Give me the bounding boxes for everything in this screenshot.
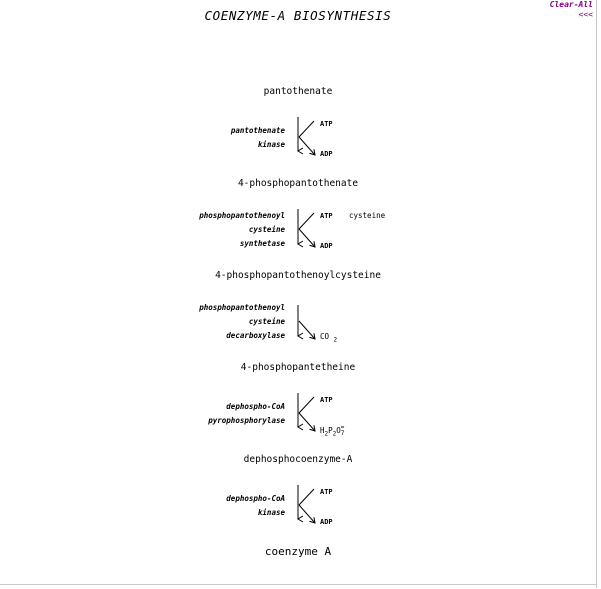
compound-4-phosphopantothenoylcysteine[interactable]: 4-phosphopantothenoylcysteine [215,270,381,281]
compound-coenzyme-a[interactable]: coenzyme A [264,545,332,558]
cofactor-out-co2: CO $_2$ [320,332,338,344]
enzyme-line: kinase [257,140,285,149]
cofactor-out: ADP [320,518,333,526]
enzyme-line: kinase [257,508,285,517]
enzyme-line: phosphopantothenoyl [199,211,285,220]
cofactor-in: ATP [320,120,333,128]
step-2-arrow [298,209,315,247]
step-4-arrow [298,393,315,431]
compound-dephosphocoenzyme-a[interactable]: dephosphocoenzyme-A [243,454,353,465]
compound-pantothenate[interactable]: pantothenate [263,86,333,97]
cofactor-in: ATP [320,212,333,220]
clear-all-link[interactable]: Clear-All [549,0,593,9]
enzyme-line: synthetase [239,239,285,248]
enzyme-line: dephospho-CoA [226,402,285,411]
cofactor-in: ATP [320,396,333,404]
page-title: COENZYME-A BIOSYNTHESIS [204,8,392,23]
enzyme-line: pantothenate [230,126,285,135]
cofactor-in: ATP [320,488,333,496]
step-3-arrow [298,305,315,339]
cofactor-out-pyrophosphate: $H_2P_2O$ = 7 [320,424,345,438]
back-link[interactable]: <<< [578,10,593,19]
cofactor-in-2: cysteine [349,211,386,220]
compound-4-phosphopantetheine[interactable]: 4-phosphopantetheine [240,362,356,373]
enzyme-line: phosphopantothenoyl [199,303,285,312]
cofactor-out: ADP [320,242,333,250]
enzyme-line: pyrophosphorylase [208,416,285,425]
compound-4-phosphopantothenate[interactable]: 4-phosphopantothenate [237,178,359,189]
enzyme-line: decarboxylase [226,331,285,340]
step-1-arrow [298,117,315,155]
step-5-arrow [298,485,315,523]
enzyme-line: cysteine [248,317,285,326]
cofactor-out: ADP [320,150,333,158]
enzyme-line: cysteine [248,225,285,234]
enzyme-line: dephospho-CoA [226,494,285,503]
